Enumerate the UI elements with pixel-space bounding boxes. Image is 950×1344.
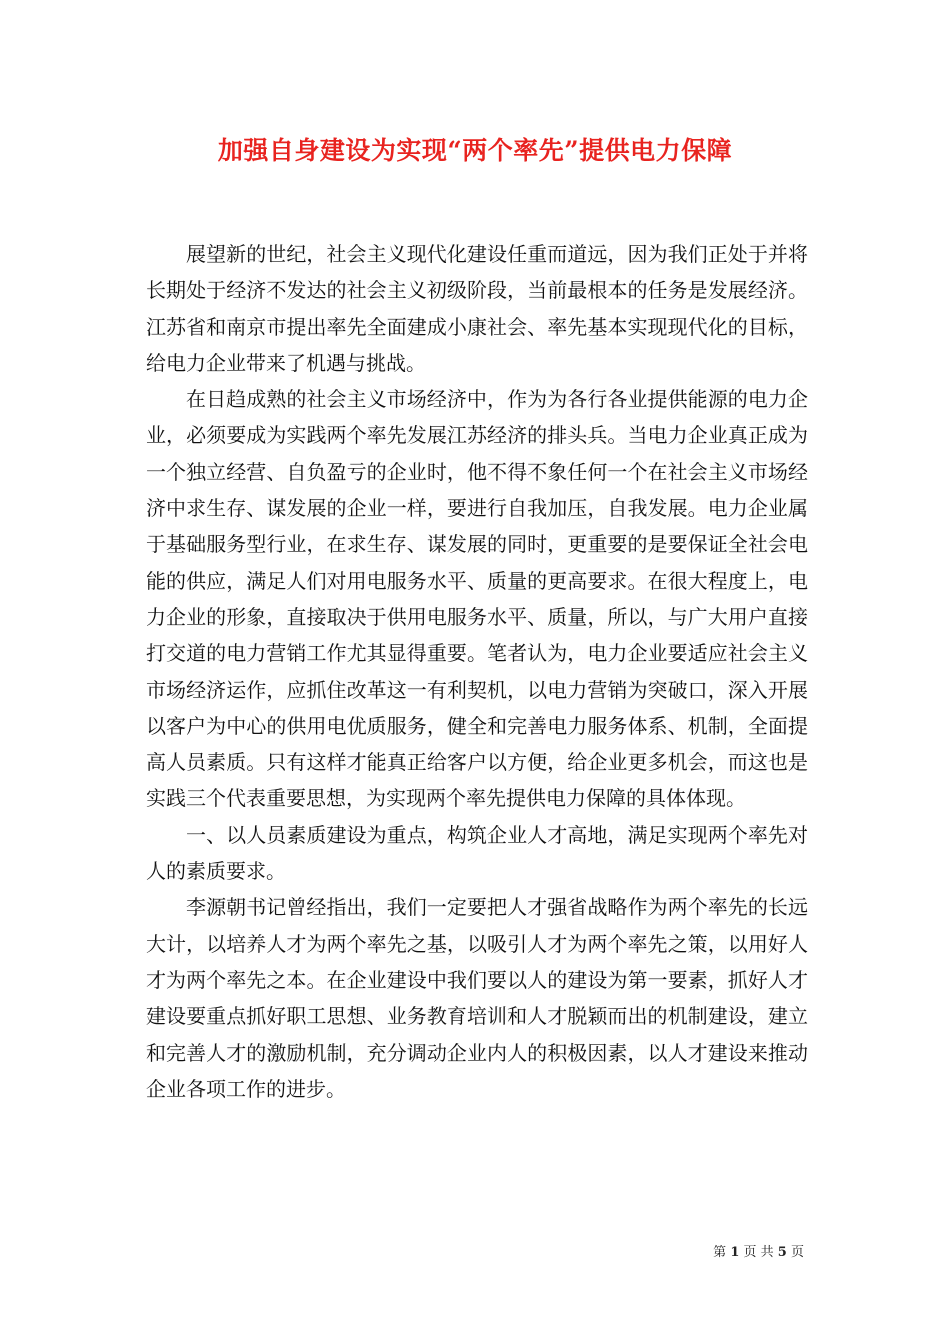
paragraph: 李源朝书记曾经指出，我们一定要把人才强省战略作为两个率先的长远大计，以培养人才为两个率先之基，以吸引人才为两个率先之策，以用好人才为两个率先之本。在企业建设中我们要以人的建设为第一要素，抓好人才建设要重点抓好职工思想、业务教育培训和人才脱颖而出的机制建设，建立和完善人才的激励机制，充分调动企业内人的积极因素，以人才建设来推动企业各项工作的进步。 — [146, 895, 808, 1101]
page-number-footer — [713, 1244, 804, 1262]
paragraph: 展望新的世纪，社会主义现代化建设任重而道远，因为我们正处于并将长期处于经济不发达的社会主义初级阶段，当前最根本的任务是发展经济。江苏省和南京市提出率先全面建成小康社会、率先基本实现现代化的目标，给电力企业带来了机遇与挑战。 — [146, 242, 808, 375]
footer-prefix: 第 — [713, 1245, 727, 1260]
footer-suffix: 页 — [790, 1245, 804, 1260]
current-page-number: 1 — [730, 1245, 740, 1260]
total-page-count: 5 — [777, 1245, 787, 1260]
document-body — [146, 236, 808, 1107]
footer-middle: 页 共 — [743, 1245, 774, 1260]
document-title: 加强自身建设为实现“两个率先”提供电力保障 — [217, 136, 733, 165]
paragraph: 在日趋成熟的社会主义市场经济中，作为为各行各业提供能源的电力企业，必须要成为实践两个率先发展江苏经济的排头兵。当电力企业真正成为一个独立经营、自负盈亏的企业时，他不得不象任何一个在社会主义市场经济中求生存、谋发展的企业一样，要进行自我加压，自我发展。电力企业属于基础服务型行业，在求生存、谋发展的同时，更重要的是要保证全社会电能的供应，满足人们对用电服务水平、质量的更高要求。在很大程度上，电力企业的形象，直接取决于供用电服务水平、质量，所以，与广大用户直接打交道的电力营销工作尤其显得重要。笔者认为，电力企业要适应社会主义市场经济运作，应抓住改革这一有利契机，以电力营销为突破口，深入开展以客户为中心的供用电优质服务，健全和完善电力服务体系、机制，全面提高人员素质。只有这样才能真正给客户以方便，给企业更多机会，而这也是实践三个代表重要思想，为实现两个率先提供电力保障的具体体现。 — [146, 387, 808, 811]
section-heading: 一、以人员素质建设为重点，构筑企业人才高地，满足实现两个率先对人的素质要求。 — [146, 822, 808, 884]
